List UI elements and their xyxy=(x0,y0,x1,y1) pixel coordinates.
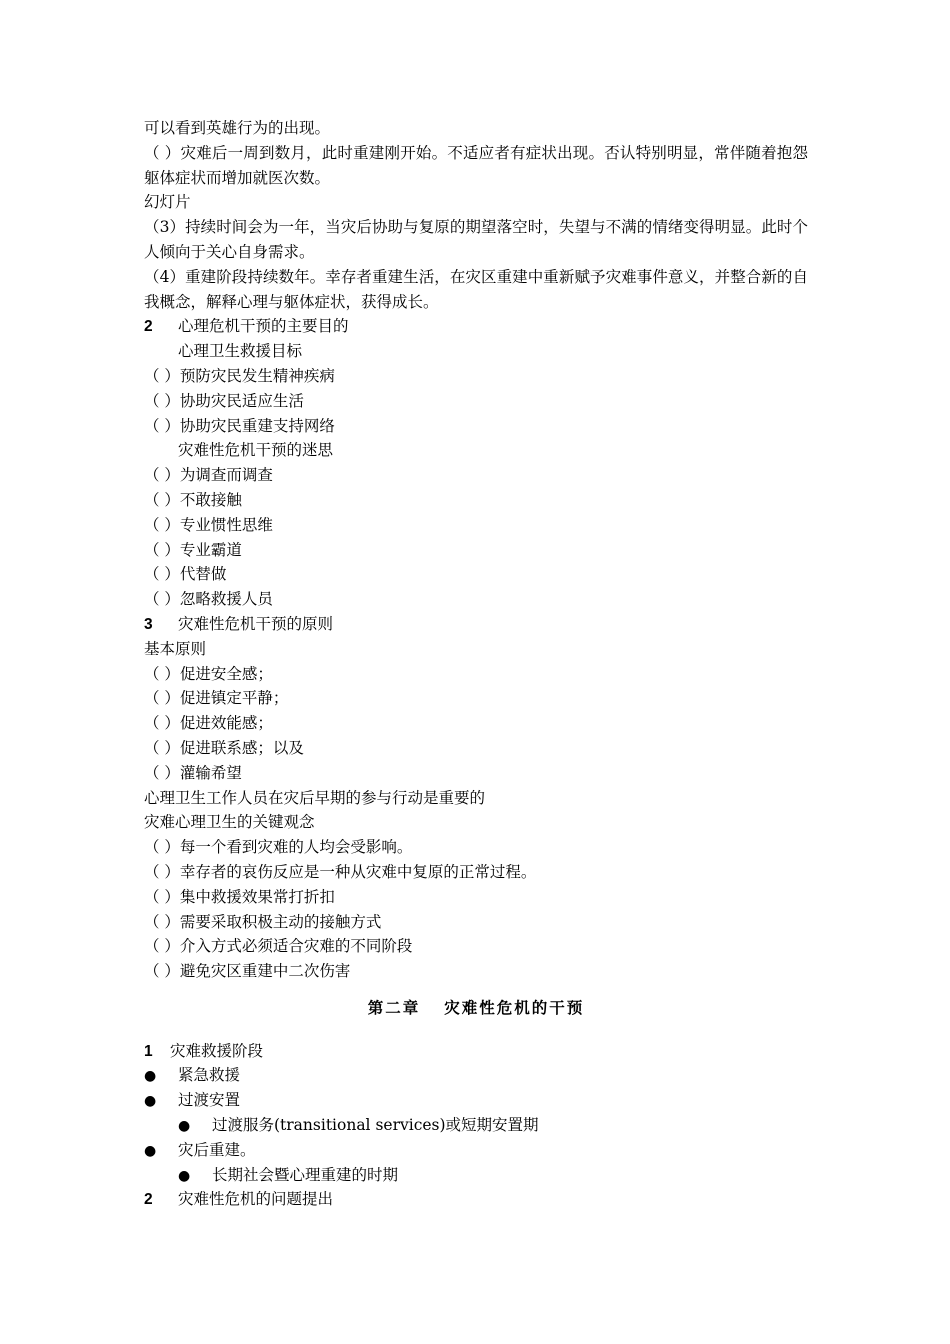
subheading: 灾难性危机干预的迷思 xyxy=(178,441,334,460)
section-heading: 2 灾难性危机的问题提出 xyxy=(144,1190,334,1209)
bullet-item: ● 紧急救援 xyxy=(144,1063,808,1088)
section-heading: 3 灾难性危机干预的原则 xyxy=(144,614,334,633)
list-item: （ ）促进效能感； xyxy=(144,714,273,733)
sub-bullet-item: ● 过渡服务(transitional services)或短期安置期 xyxy=(144,1113,808,1138)
list-item: （ ）协助灾民适应生活 xyxy=(144,391,304,410)
chapter-title: 第二章 灾难性危机的干预 xyxy=(367,997,585,1017)
list-item: （ ）代替做 xyxy=(144,565,227,584)
bullet-item: ● 过渡安置 xyxy=(144,1088,808,1113)
subheading: 灾难心理卫生的关键观念 xyxy=(144,813,315,832)
list-item: （ ）预防灾民发生精神疾病 xyxy=(144,366,335,385)
list-item: （ ）需要采取积极主动的接触方式 xyxy=(144,912,382,931)
bullet-icon: ● xyxy=(144,1093,157,1110)
list-item: （ ）每一个看到灾难的人均会受影响。 xyxy=(144,838,413,857)
section-heading: 1 灾难救援阶段 xyxy=(144,1041,264,1060)
list-item: （ ）促进安全感； xyxy=(144,664,273,683)
subheading: 基本原则 xyxy=(144,639,207,658)
list-item: （ ）幸存者的哀伤反应是一种从灾难中复原的正常过程。 xyxy=(144,862,537,881)
list-item: （ ）不敢接触 xyxy=(144,490,242,509)
list-item: （ ）专业霸道 xyxy=(144,540,242,559)
list-item: （ ）促进镇定平静； xyxy=(144,689,289,708)
subheading: 心理卫生救援目标 xyxy=(178,342,303,361)
bullet-icon: ● xyxy=(144,1142,157,1159)
bullet-item: ● 灾后重建。 xyxy=(144,1138,808,1163)
bullet-icon: ● xyxy=(178,1167,191,1184)
paragraph: （3）持续时间会为一年，当灾后协助与复原的期望落空时，失望与不满的情绪变得明显。此时个人倾向于关心自身需求。 xyxy=(144,218,808,261)
paragraph-line: 心理卫生工作人员在灾后早期的参与行动是重要的 xyxy=(144,788,486,807)
bullet-icon: ● xyxy=(144,1068,157,1085)
list-item: （ ）避免灾区重建中二次伤害 xyxy=(144,962,351,981)
list-item: （ ）集中救援效果常打折扣 xyxy=(144,887,335,906)
list-item: （ ）促进联系感；以及 xyxy=(144,738,304,757)
sub-bullet-item: ● 长期社会暨心理重建的时期 xyxy=(144,1163,808,1188)
list-item: （ ）介入方式必须适合灾难的不同阶段 xyxy=(144,937,413,956)
bullet-icon: ● xyxy=(178,1118,191,1135)
paragraph: （ ）灾难后一周到数月，此时重建刚开始。不适应者有症状出现。否认特别明显，常伴随着抱怨躯体症状而增加就医次数。 xyxy=(144,143,808,187)
paragraph-line: 幻灯片 xyxy=(144,193,191,212)
list-item: （ ）为调查而调查 xyxy=(144,466,273,485)
paragraph-line: 可以看到英雄行为的出现。 xyxy=(144,119,331,137)
list-item: （ ）忽略救援人员 xyxy=(144,590,273,609)
document-page xyxy=(144,116,808,1212)
list-item: （ ）专业惯性思维 xyxy=(144,515,273,534)
paragraph: （4）重建阶段持续数年。幸存者重建生活，在灾区重建中重新赋予灾难事件意义，并整合新的自我概念，解释心理与躯体症状，获得成长。 xyxy=(144,267,808,311)
list-item: （ ）协助灾民重建支持网络 xyxy=(144,416,335,435)
list-item: （ ）灌输希望 xyxy=(144,763,242,782)
section-heading: 2 心理危机干预的主要目的 xyxy=(144,317,349,336)
